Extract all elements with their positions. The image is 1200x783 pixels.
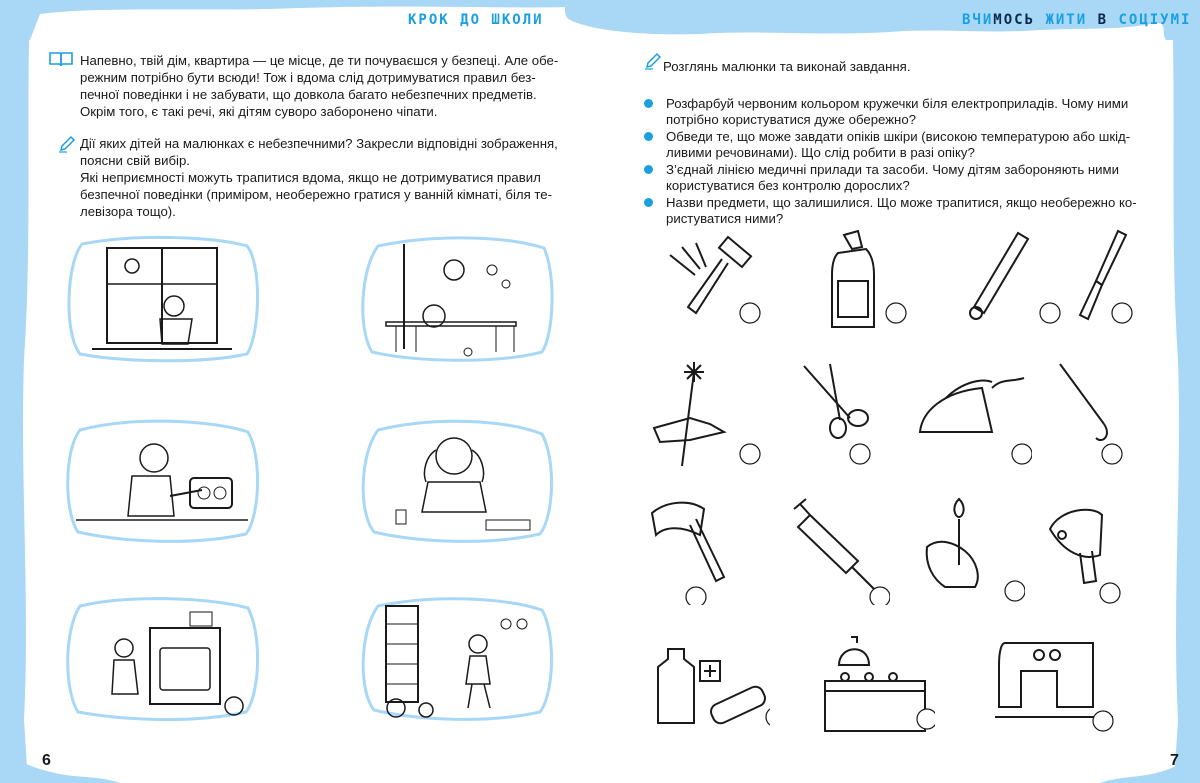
item-hair-dryer[interactable]: [1040, 495, 1160, 605]
brush-border-bottom-left: [0, 748, 120, 783]
answer-circle[interactable]: [1012, 444, 1032, 464]
item-sparkler[interactable]: [650, 358, 770, 468]
text-line: ливими речовинами). Що слід робити в разі опіку?: [666, 144, 975, 160]
task-item: [644, 96, 1144, 127]
scene-drawing[interactable]: [356, 416, 556, 546]
text-line: Обведи те, що може завдати опіків шкіри (високою температурою або шкід-: [666, 129, 1131, 144]
bullet-dot-icon: [644, 165, 653, 174]
answer-circle[interactable]: [1040, 303, 1060, 323]
text-line: Розфарбуй червоним кольором кружечки біля електроприладів. Чому ними: [666, 96, 1129, 111]
left-page-header: КРОК ДО ШКОЛИ: [408, 12, 544, 28]
answer-circle[interactable]: [1102, 444, 1122, 464]
pencil-icon: [58, 135, 76, 153]
text-line: Назви предмети, що залишилися. Що може трапитися, якщо необережно ко-: [666, 195, 1137, 210]
text-line: печної поведінки і не забувати, що довкола багато небезпечних предметів.: [80, 87, 537, 102]
text-line: З’єднай лінією медичні прилади та засоби. Чому дітям забороняють ними: [666, 162, 1119, 177]
text-line: левізора тощо).: [80, 204, 176, 219]
scene-stove[interactable]: [62, 594, 262, 724]
scene-balcony[interactable]: [356, 234, 556, 364]
bullet-dot-icon: [644, 198, 653, 207]
answer-circle[interactable]: [886, 303, 906, 323]
text-line: ристуватися ними?: [666, 210, 784, 226]
header-part: ЖИТИ: [1045, 12, 1098, 28]
item-bleach-bottle[interactable]: [800, 225, 920, 335]
right-page-header: [962, 12, 1191, 28]
text-line: Які неприємності можуть трапитися вдома, якщо не дотримуватися правил: [80, 170, 541, 185]
answer-circle[interactable]: [740, 303, 760, 323]
text-line: поясни свій вибір.: [80, 153, 190, 168]
header-part: СОЦІУМІ: [1118, 12, 1192, 28]
answer-circle[interactable]: [1093, 711, 1113, 731]
page-number-right: 7: [1170, 752, 1179, 769]
item-scissors[interactable]: [790, 358, 910, 468]
scene-socket[interactable]: [62, 416, 262, 546]
item-sewing-machine[interactable]: [995, 625, 1115, 735]
item-iron[interactable]: [912, 358, 1032, 468]
brush-border-bottom-right: [1100, 748, 1200, 783]
text-line: Дії яких дітей на малюнках є небезпечними? Закресли відповідні зображення,: [80, 136, 558, 151]
text-line: Окрім того, є такі речі, які дітям суворо заборонено чіпати.: [80, 104, 438, 119]
answer-circle[interactable]: [870, 587, 890, 605]
pencil-icon: [644, 52, 662, 70]
page-number-left: 6: [42, 752, 51, 769]
answer-circle[interactable]: [1112, 303, 1132, 323]
item-axe[interactable]: [650, 495, 770, 605]
book-icon: [48, 50, 74, 68]
header-part: МОСЬ: [993, 12, 1046, 28]
bullet-dot-icon: [644, 132, 653, 141]
scene-window[interactable]: [62, 234, 262, 364]
task-paragraph: [80, 135, 560, 220]
answer-circle[interactable]: [766, 707, 770, 727]
text-line: користуватися без контролю дорослих?: [666, 177, 910, 193]
task-item: [644, 195, 1144, 226]
header-part: ВЧИ: [962, 12, 994, 28]
item-thermometer[interactable]: [950, 225, 1070, 335]
header-part: В: [1097, 12, 1119, 28]
bullet-dot-icon: [644, 99, 653, 108]
text-line: режним потрібно бути всюди! Тож і вдома слід дотримуватися правил без-: [80, 70, 536, 85]
item-needle[interactable]: [1052, 358, 1172, 468]
answer-circle[interactable]: [1100, 583, 1120, 603]
task-item: [644, 162, 1144, 193]
instruction-text: Розглянь малюнки та виконай завдання.: [663, 59, 911, 74]
brush-border-left: [0, 0, 34, 783]
intro-paragraph: [80, 52, 560, 120]
task-list: [644, 96, 1144, 228]
answer-circle[interactable]: [850, 444, 870, 464]
text-line: потрібно користуватися дуже обережно?: [666, 111, 916, 127]
answer-circle[interactable]: [917, 709, 935, 729]
task-item: [644, 129, 1144, 160]
item-medicine[interactable]: [650, 625, 770, 735]
answer-circle[interactable]: [740, 444, 760, 464]
item-syringe[interactable]: [770, 495, 890, 605]
item-knife[interactable]: [1062, 225, 1182, 335]
item-kettle-stove[interactable]: [815, 625, 935, 735]
item-match[interactable]: [905, 495, 1025, 605]
scene-gym[interactable]: [356, 594, 556, 724]
text-line: Напевно, твій дім, квартира — це місце, де ти почуваєшся у безпеці. Але обе-: [80, 53, 559, 68]
answer-circle[interactable]: [686, 587, 706, 605]
answer-circle[interactable]: [1005, 581, 1025, 601]
text-line: безпечної поведінки (приміром, необережно гратися у ванній кімнаті, біля те-: [80, 187, 552, 202]
item-hammer-nails[interactable]: [650, 225, 770, 335]
